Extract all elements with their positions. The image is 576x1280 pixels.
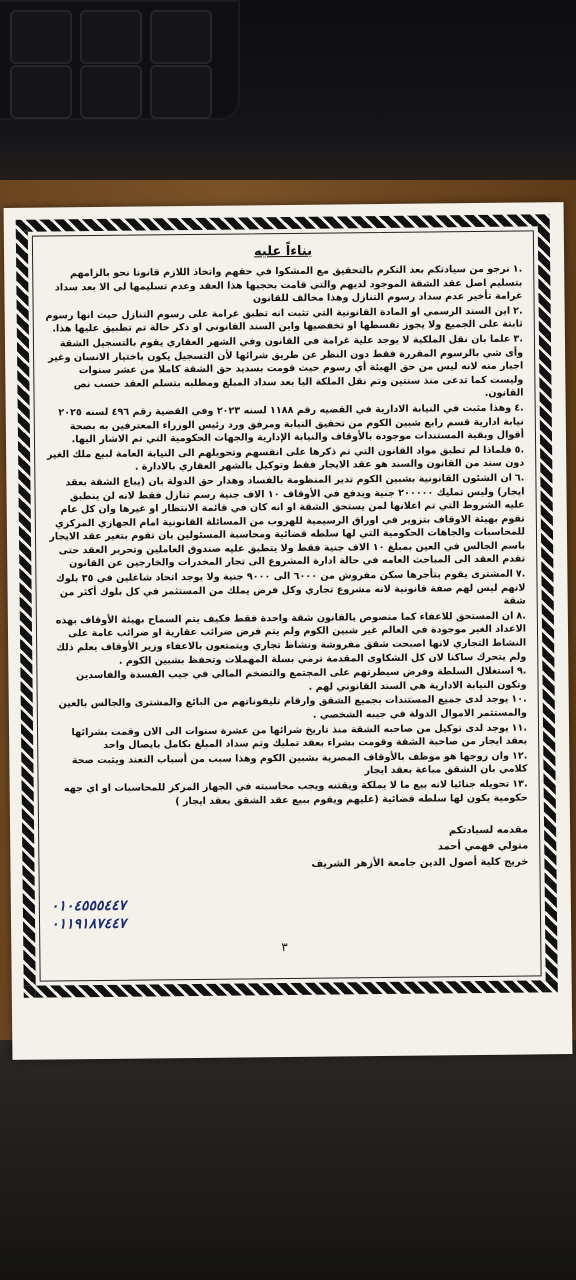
keyboard-key (80, 10, 142, 64)
keyboard-key (80, 65, 142, 119)
item-text: ان الشئون القانونية بشبين الكوم تدير المنظومة بالفساد وهدار حق الدولة بان (يباع الشقة بعقد ايجار) وليس تمليك ٢٠٠٠٠٠ جنية ويدفع في الأوقاف ١٠ الاف جنية رسم تنازل فقط لانه لن ينطبق عليه الشروط التي تم اعلانها لمن يستحق الشقة او انه كان في قائمة الانتظار او غيرها وان كل عام تقوم بهيئة الاوقاف بتزوير في اوراق الرسيمية للهروب من المسائلة القانونية امام الجهازي المركزي للمحاسبات والجاهات الحكومية التي لها سلطه قضائية ومحاسبة المسئولين بان تقوم بتغير عقد الايجار باسم الجالس في العين بمبلغ ١٠ الاف جنية فقط ولا يتطبق عليه صندوق العاملين وتحرير العقد حتى تقدم العقد الى المباحث العامه في حالة ادارة المشروع الى تجار المخدرات والخارجين عن القانون (49, 472, 526, 570)
list-item (50, 777, 528, 809)
handwritten-phone: ٠١١٩١٨٧٤٤٧ (50, 915, 127, 933)
document-body (44, 241, 529, 946)
item-text: نرجو من سيادتكم بعد التكرم بالتحقيق مع المشكوا في حقهم واتخاذ اللازم قانونا نحو بالزامهم بتسليم اصل عقد الشقة الموجود لديهم والتي قامت بحجبها هذا العقد وعدم تسليمها لي الا بعد سداد غرامة تأخير عدم سداد رسوم التنازل وهذا مخالف للقانون (54, 263, 523, 305)
item-text: اين السند الرسمي او المادة القانونية التي تثبت انه تطبق غرامة على رسوم التنازل حيث انها رسوم ثابتة على الجميع ولا يجوز تقسطها او تخفضيها واين السند القانوني او ذكر حالة تم تطبيق عليها هذا. (45, 305, 523, 335)
item-number: .٣ (513, 333, 524, 345)
item-number: .٧ (515, 568, 526, 580)
list-item (45, 304, 523, 336)
page-number: ٣ (281, 940, 288, 955)
closing-line: مقدمه لسيادتكم (448, 824, 529, 837)
handwritten-phones (51, 897, 127, 934)
list-item (46, 401, 524, 447)
list-item (47, 568, 525, 614)
keyboard-key (150, 10, 212, 64)
list-item (49, 749, 527, 781)
item-text: المشترى يقوم بتأجرها سكن مفروش من ٦٠٠٠ الى ٩٠٠٠ جنية ولا يوجد اتحاد شاغلين في ٣٥ بلوك لانهم ليس لهم صفة قانونية لانه مشروع تجاري وكل فرض يملك من المستثمر في كل بلوك أكثر من شقة (55, 568, 526, 607)
item-number: .١٠ (511, 693, 527, 706)
item-text: فلماذا لم تطبق مواد القانون التي تم ذكرها على انفسهم وتحويلهم الى النيابة العامة لبيع ملك الغير دون سند من القانون والسند هو عقد الايجار فقط وتوكيل بالشهر العقاري بالادارة . (46, 444, 525, 473)
item-number: .٥ (514, 444, 525, 456)
item-text: ان المستحق للاعفاء كما منصوص بالقانون شقة واحدة فقط فكيف يتم السماح بهيئة الأوقاف بهذه الاعداد الغير موجودة في العالم غير شبين الكوم ولم يتم فرض ضرائب عقارية او ضرائب عامة على النشاط التجاري لانها اصبحت شقق مفروشة ونشاط تجاري ويتمتعون بالاعفاء وزير الأوقاف يعلم ذلك ولم يتحرك ساكنا لان كل الشكاوى المقدمة ترمي بسلة المهملات وتحفظ بشبين الكوم . (55, 610, 527, 667)
list-item (45, 332, 524, 405)
item-number: .٨ (516, 610, 526, 622)
item-number: .١٢ (511, 750, 528, 762)
list-item (49, 693, 527, 725)
list-item (46, 443, 524, 475)
document-page (4, 202, 573, 1060)
keyboard (0, 0, 240, 120)
item-text: وان زوجها هو موظف بالأوقاف المصرية بشبين الكوم وهذا سبب من أسباب التعند ويثبت صحة كلامي بان الشقق مباعة بعقد ايجار (71, 750, 528, 777)
list-item (49, 721, 527, 753)
item-text: تحويله جنائيا لانه بيع ما لا يملكة ويقتنه ويجب محاسبته في الجهاز المركز للمحاسبات او اي جهه حكومية يكون لها سلطه قضائية (عليهم ويقوم ببيع عقد الشقق بعقد ايجار ) (63, 778, 528, 807)
item-text: يوجد لدى توكيل من صاحبه الشقة منذ تاريخ شرائها من عشرة سنوات الى الان وقمت بشرائها بعقد ايجار من صاحبة الشقة وقومت بشراء بعقد تمليك وتم سداد المبلغ بكامل بايصال واحد (71, 722, 528, 752)
sender-title: خريج كلية أصول الدين جامعة الأزهر الشريف (311, 856, 529, 870)
item-number: .١ (512, 263, 523, 275)
sender-name: متولي فهمي أحمد (437, 840, 529, 853)
item-text: استغلال السلطة وفرض سيطرتهم على المجتمع والتضخم المالي في جيب الفسدة والفاسدين وتكون النيابة الادارية هي السند القانوني لهم . (75, 665, 527, 693)
document-heading: بناءاً عليه (253, 243, 313, 260)
signature-block (298, 823, 528, 873)
item-text: علما بان نقل الملكية لا يوجد علية غرامة في القانون وفي الشهر العقاري يقوم بالتسجيل الشقة وأى شي بالرسوم المقررة فقط دون النظر عن طريق شرائها لأن التسجيل يكون باختيار الانسان وغير اجبار منه لانه ليس من حق الهيئة أي رسوم حيث قومت بسديد حق الشقة كاملا من عشر سنوات وليست كما تدعى منذ سنتين وتم نقل الملكة اليا بعد سداد المبلغ ومطلبه بتسلم العقد حسب نص القانون. (48, 333, 524, 400)
item-number: .٢ (513, 305, 523, 317)
background-bottom (0, 1040, 576, 1280)
list-item (48, 665, 526, 697)
list-item (46, 471, 525, 571)
item-number: .٦ (514, 472, 525, 484)
list-item (48, 609, 527, 668)
item-number: .١١ (511, 722, 528, 734)
item-text: وهذا مثبت في النيابة الادارية في القضيه رقم ١١٨٨ لسنه ٢٠٢٣ وفي القضية رقم ٤٩٦ لسنه ٢٠٢٥ نيابة ادارية قسم رابع شبين الكوم من تحقيق النيابة ومرفق ورد رئيس الوزراء المعترفين به بصحة أقوال وبقية المستندات موجوده بالأوقاف والنيابة الإدارية والجهات الحكومية التي تم الاشار اليها. (58, 402, 525, 446)
background-top (0, 0, 576, 200)
keyboard-key (10, 10, 72, 64)
item-text: يوجد لدى جميع المستندات بجميع الشقق وارقام تليفوناتهم من البائع والمشترى والجالس بالعين والمستثمر الاموال الدولة في جيبه الشخصي . (58, 694, 527, 721)
keyboard-key (10, 65, 72, 119)
item-number: .١٣ (512, 778, 528, 790)
item-number: .٤ (514, 402, 524, 414)
handwritten-phone: ٠١٠٤٥٥٥٤٤٧ (50, 897, 127, 915)
keyboard-key (150, 65, 212, 119)
list-item (44, 263, 522, 309)
item-number: .٩ (516, 665, 527, 677)
